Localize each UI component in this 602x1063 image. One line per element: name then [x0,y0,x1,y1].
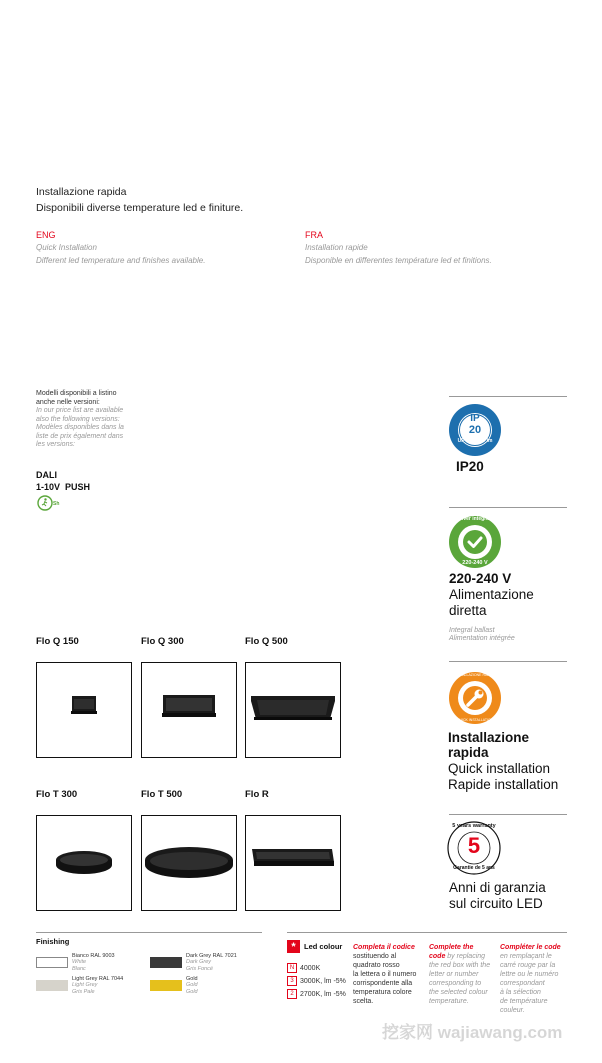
product-image-flo-q-300 [141,662,237,758]
models-en-2: also the following versions: [36,415,120,423]
led-row-2: 2 2700K, lm -5% [287,989,346,1001]
finish-swatch-dark-grey [150,957,182,968]
product-image-flo-t-300 [36,815,132,911]
product-label-flo-q-300: Flo Q 300 [141,636,184,647]
install-title-2: rapida [448,745,489,760]
driver-badge-icon [447,514,503,570]
led-code-n: N [287,963,297,973]
sensor-label: Sh [53,501,60,507]
warranty-text-2: sul circuito LED [449,896,543,911]
eng-line-2: Different led temperature and finishes available. [36,256,206,265]
ip-badge-text-1: IP [470,413,480,424]
warranty-badge-number: 5 [467,833,481,858]
product-label-flo-q-150: Flo Q 150 [36,636,79,647]
models-fr-1: Modèles disponibles dans la [36,424,124,431]
models-it-2: anche nelle versioni: [36,398,100,406]
finish-label-dark-grey: Dark Grey RAL 7021 Dark Grey Gris Foncé [186,953,237,972]
install-title-1: Installazione [448,730,530,745]
driver-title: 220-240 V [449,571,512,586]
sensor-icon [36,494,62,512]
finish-swatch-light-grey [36,980,68,991]
driver-note-2: Alimentation intégrée [449,635,515,642]
warranty-badge-arc-top: 5 years warranty [452,823,496,829]
code-instructions-en: Complete the code by replacing the red box with the letter or number corresponding to the selected colour temperature. [429,944,491,1005]
badge-rule-4 [449,814,567,815]
driver-text-2: diretta [449,603,487,618]
finish-swatch-white [36,957,68,968]
driver-badge-arc-top: Driver integrato [456,516,494,522]
finish-label-white: Bianco RAL 9003 White Blanc [72,953,115,972]
led-row-3: 3 3000K, lm -5% [287,976,346,988]
led-header: Led colour [304,942,343,951]
product-label-flo-t-500: Flo T 500 [141,789,183,800]
version-push: 1-10V PUSH [36,482,91,492]
models-fr-3: les versions: [36,441,75,448]
product-image-flo-r [245,815,341,911]
eng-line-1: Quick Installation [36,243,97,252]
led-code-2: 2 [287,989,297,999]
badge-rule-2 [449,507,567,508]
fra-label: FRA [305,230,323,240]
finish-label-light-grey: Light Grey RAL 7044 Light Grey Gris Pale [72,976,124,995]
finish-swatch-gold [150,980,182,991]
models-en-1: In our price list are available [36,407,124,414]
models-it-1: Modelli disponibili a listino [36,390,117,397]
badge-rule-3 [449,661,567,662]
install-badge-arc-2: QUICK INSTALLATION [456,718,494,722]
warranty-badge-arc-bottom: Garantie de 5 ans [453,865,495,871]
install-text-2: Rapide installation [448,777,559,792]
ip-badge-arc: UP TO 4200 lm [457,438,493,444]
install-text-1: Quick installation [448,761,551,776]
asterisk-icon: * [287,940,300,953]
badge-rule-1 [449,396,567,397]
models-block [36,390,146,450]
watermark: 挖家网 wajiawang.com [382,1023,563,1042]
product-image-flo-q-500 [245,662,341,758]
fra-line-1: Installation rapide [305,243,368,252]
finish-label-gold: Gold Gold Gold [186,976,198,995]
led-row-n: N 4000K [287,963,320,975]
models-fr-2: liste de prix également dans [36,432,124,440]
intro-line-2: Disponibili diverse temperature led e finiture. [36,202,244,214]
ip-badge-text-2: 20 [468,424,482,436]
product-label-flo-t-300: Flo T 300 [36,789,78,800]
eng-label: ENG [36,230,56,240]
code-instructions-it: Completa il codice sostituendo al quadrato rosso la lettera o il numero corrispondente alla temperatura colore scelta. [353,944,417,1005]
driver-badge-arc-bottom: 220-240 V [462,560,488,566]
led-code-3: 3 [287,976,297,986]
ip-badge-icon [447,402,503,458]
driver-text-1: Alimentazione [449,587,534,602]
product-label-flo-r: Flo R [245,789,269,800]
install-badge-icon [447,670,503,726]
ip-title: IP20 [456,459,484,474]
fra-line-2: Disponible en differentes température led et finitions. [305,256,492,265]
code-instructions-fr: Compléter le code en remplaçant le carré rouge par la lettre ou le numéro correspondant à la sélection de température couleur. [500,944,561,1014]
warranty-badge-icon [446,820,502,876]
driver-note-1: Integral ballast [449,627,495,634]
intro-line-1: Installazione rapida [36,186,127,198]
product-image-flo-q-150 [36,662,132,758]
led-rule [287,932,567,933]
product-image-flo-t-500 [141,815,237,911]
install-badge-arc: INSTALLAZIONE RAPIDA [454,673,496,677]
finishing-title: Finishing [36,937,70,946]
warranty-text-1: Anni di garanzia [449,880,546,895]
finishing-rule [36,932,262,933]
version-dali: DALI [36,470,57,480]
product-label-flo-q-500: Flo Q 500 [245,636,288,647]
